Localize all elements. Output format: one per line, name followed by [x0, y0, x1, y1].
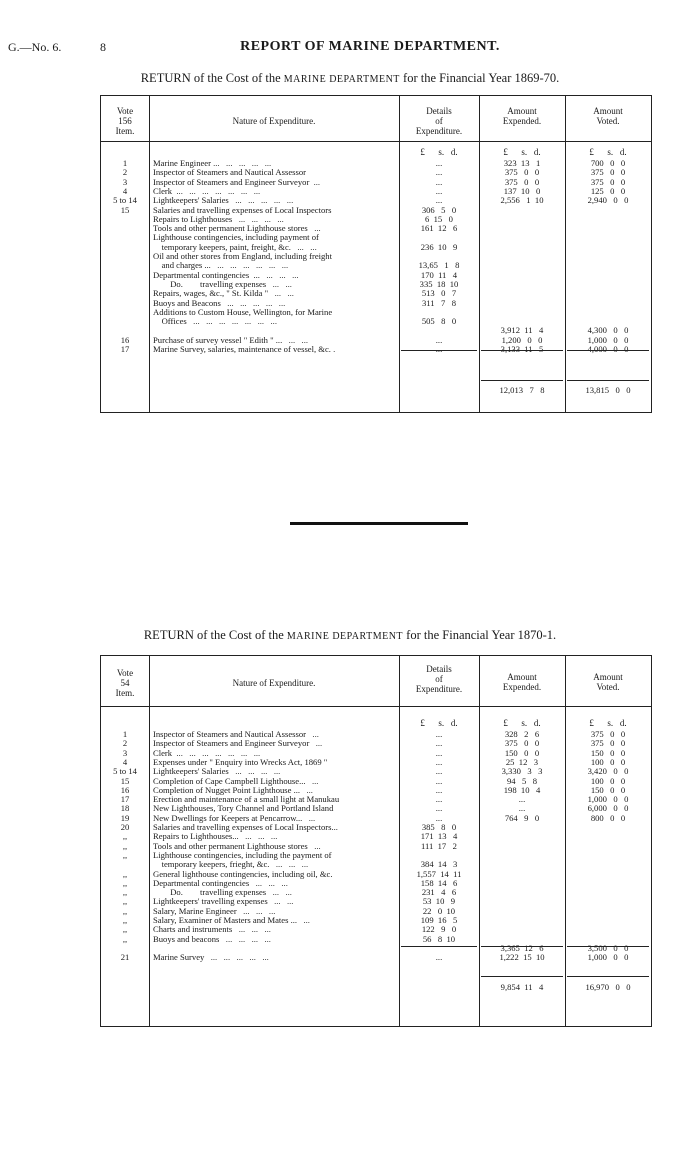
nature-text: Buoys and Beacons	[153, 298, 221, 308]
details-cell: ...	[435, 334, 443, 345]
voted-cell: 4,000 0 0	[587, 344, 629, 354]
nature-text: Buoys and beacons	[153, 934, 220, 944]
details-cell: ...	[435, 176, 443, 187]
vote-cell: 4	[122, 185, 128, 196]
vote-cell: ,,	[122, 896, 128, 907]
leader-dots: ... ... ...	[269, 860, 309, 870]
leader-dots: ...	[305, 776, 319, 786]
total-expended: 9,854 11 4	[500, 982, 544, 992]
nature-cell	[153, 345, 399, 354]
currency-voted: £ s. d.	[589, 718, 627, 728]
vote-cell: ,,	[122, 933, 128, 944]
leader-dots: ... ... ... ... ...	[210, 159, 272, 168]
expended-cell: 25 12 3	[505, 756, 539, 767]
vote-cell: 16	[120, 334, 130, 345]
nature-cell	[153, 187, 399, 196]
vote-cell: 5 to 14	[113, 766, 137, 777]
heading-department: MARINE DEPARTMENT	[286, 631, 404, 642]
nature-text: temporary keepers, paint, freight, &c.	[153, 242, 291, 252]
nature-cell	[153, 851, 399, 860]
details-cell: ...	[435, 738, 443, 749]
col-header-expended: Amount Expended.	[502, 106, 542, 126]
details-cell: ...	[435, 784, 443, 795]
details-cell: 13,65 1 8	[418, 260, 460, 271]
nature-cell	[153, 777, 399, 786]
details-cell: 385 8 0	[421, 822, 457, 832]
voted-cell: 1,000 0 0	[587, 952, 629, 963]
vote-cell: ,,	[122, 831, 128, 842]
vote-cell: 2	[122, 738, 128, 749]
nature-cell	[153, 317, 399, 326]
nature-text: Inspector of Steamers and Nautical Assessor	[153, 168, 306, 178]
vote-cell: ,,	[122, 905, 128, 916]
page-header	[8, 40, 692, 56]
currency-expended: £ s. d.	[503, 147, 541, 157]
leader-dots: ... ... ...	[232, 925, 271, 935]
nature-text: Oil and other stores from England, including freight	[153, 252, 332, 261]
leader-dots: ... ... ... ... ... ...	[210, 261, 289, 271]
voted-cell: 125 0 0	[590, 185, 626, 196]
leader-dots: ... ... ... ... ...	[204, 953, 269, 963]
expenditure-table-1869	[100, 95, 652, 413]
page-number: 8	[100, 40, 106, 54]
leader-dots: ... ...	[282, 335, 308, 345]
nature-text: Additions to Custom House, Wellington, for Marine	[153, 307, 333, 317]
expended-cell: 375 0 0	[504, 167, 540, 178]
expended-cell: ...	[518, 803, 526, 814]
nature-text: Marine Engineer	[153, 159, 211, 168]
nature-text: Salary, Marine Engineer	[153, 906, 237, 916]
leader-dots: ... ... ... ...	[232, 214, 284, 224]
nature-cell	[153, 870, 399, 879]
nature-cell	[153, 243, 399, 252]
vote-cell: 15	[120, 775, 130, 786]
leader-dots: ... ...	[267, 897, 294, 907]
leader-dots: ... ...	[266, 279, 292, 289]
details-cell: 22 0 10	[422, 905, 456, 916]
nature-cell	[153, 196, 399, 205]
nature-cell	[153, 767, 399, 776]
nature-cell	[153, 888, 399, 897]
expenditure-table-1870	[100, 655, 652, 1027]
vote-cell: 2	[122, 167, 128, 178]
heading-suffix: for the Financial Year 1869-70.	[403, 71, 560, 85]
currency-expended: £ s. d.	[503, 718, 541, 728]
leader-dots: ... ...	[266, 888, 292, 898]
leader-dots: ...	[307, 224, 321, 234]
leader-dots: ...	[302, 813, 316, 823]
details-cell: ...	[435, 803, 443, 814]
nature-text: Lightkeepers' Salaries	[153, 767, 229, 777]
expended-cell: 375 0 0	[504, 738, 540, 749]
col-header-vote: Vote 54 Item.	[115, 668, 135, 698]
expended-cell: 764 9 0	[504, 812, 540, 823]
nature-cell	[153, 252, 399, 261]
details-cell: 111 17 2	[421, 840, 457, 851]
details-cell: 236 10 9	[420, 241, 458, 252]
details-cell: ...	[435, 747, 443, 758]
currency-voted: £ s. d.	[589, 147, 627, 157]
details-cell: ...	[435, 766, 443, 777]
vote-cell: 19	[120, 812, 130, 823]
nature-cell	[153, 860, 399, 869]
vote-cell: 3	[122, 176, 128, 187]
expended-cell: 323 13 1	[503, 158, 541, 168]
nature-text: Departmental contingencies	[153, 878, 250, 888]
nature-cell	[153, 224, 399, 233]
nature-cell	[153, 730, 399, 739]
nature-cell	[153, 879, 399, 888]
details-cell: 306 5 0	[421, 204, 457, 215]
nature-text: Purchase of survey vessel " Edith " ...	[153, 335, 283, 345]
vote-cell: ,,	[122, 877, 128, 888]
voted-cell: 375 0 0	[590, 167, 626, 178]
nature-text: Salary, Examiner of Masters and Mates ...	[153, 916, 298, 925]
nature-cell	[153, 336, 399, 345]
vote-cell: 3	[122, 747, 128, 758]
leader-dots: ...	[300, 785, 313, 795]
voted-cell: 100 0 0	[590, 756, 626, 767]
details-cell: ...	[435, 952, 443, 963]
nature-text: Tools and other permanent Lighthouse stores	[153, 224, 308, 234]
leader-dots: ... ... ... ... ... ... ...	[172, 186, 261, 196]
leader-dots: ...	[309, 739, 323, 749]
nature-cell	[153, 206, 399, 215]
leader-dots: ...	[305, 730, 319, 739]
vote-cell: 20	[120, 822, 130, 832]
leader-dots: ... ... ...	[238, 832, 278, 842]
col-header-expended: Amount Expended.	[502, 672, 542, 692]
details-cell: ...	[435, 775, 443, 786]
nature-text: Lighthouse contingencies, including the payment of	[153, 850, 332, 860]
currency-details: £ s. d.	[420, 718, 458, 728]
nature-text: Charts and instruments	[153, 925, 233, 935]
nature-cell	[153, 842, 399, 851]
vote-cell: ,,	[122, 868, 128, 879]
leader-dots: ... ... ... ...	[219, 934, 271, 944]
col-header-nature: Nature of Expenditure.	[232, 116, 316, 126]
nature-text: Completion of Nugget Point Lighthouse ...	[153, 785, 301, 795]
vote-cell: 17	[120, 794, 130, 805]
details-cell: ...	[435, 195, 443, 206]
leader-dots: ...	[309, 177, 321, 187]
voted-cell: 700 0 0	[590, 158, 626, 168]
document-reference: G.—No. 6.	[8, 40, 62, 54]
details-cell: ...	[435, 158, 443, 168]
nature-cell	[153, 758, 399, 767]
leader-dots: ...	[297, 916, 310, 925]
expended-cell: 150 0 0	[504, 747, 540, 758]
vote-cell: ,,	[122, 887, 128, 898]
heading-department: MARINE DEPARTMENT	[283, 74, 400, 85]
nature-text: Inspector of Steamers and Engineer Surveyor	[153, 177, 310, 187]
expended-cell: 3,133 11 5	[500, 344, 544, 354]
leader-dots: .	[330, 345, 336, 354]
leader-dots: ... ... ... ... ...	[228, 196, 294, 206]
nature-text: Departmental contingencies ...	[153, 270, 260, 280]
voted-cell: 375 0 0	[590, 738, 626, 749]
heading-prefix: RETURN of the Cost of the	[143, 628, 284, 642]
vote-cell: 16	[120, 784, 130, 795]
nature-cell	[153, 823, 399, 832]
nature-text: temporary keepers, frieght, &c.	[153, 860, 270, 870]
nature-cell	[153, 953, 399, 962]
total-voted: 13,815 0 0	[585, 385, 631, 395]
nature-cell	[153, 739, 399, 748]
vote-cell: 1	[122, 158, 128, 168]
nature-text: Repairs, wages, &c., " St. Kilda "	[153, 289, 269, 299]
details-cell: 335 18 10	[419, 278, 459, 289]
voted-cell: 375 0 0	[590, 176, 626, 187]
nature-text: Do. travelling expenses	[153, 888, 267, 898]
nature-cell	[153, 233, 399, 242]
expended-cell: 375 0 0	[504, 176, 540, 187]
details-cell: 311 7 8	[421, 297, 457, 308]
nature-text: Inspector of Steamers and Nautical Assessor	[153, 730, 306, 739]
vote-cell: ,,	[122, 840, 128, 851]
total-expended: 12,013 7 8	[499, 385, 545, 395]
section-divider	[290, 522, 468, 525]
details-cell: 384 14 3	[420, 859, 458, 870]
nature-cell	[153, 308, 399, 317]
vote-cell: ,,	[122, 915, 128, 925]
vote-cell: ,,	[122, 924, 128, 935]
nature-text: Clerk	[153, 748, 173, 758]
nature-text: Marine Survey, salaries, maintenance of vessel, &c.	[153, 345, 331, 354]
nature-text: and charges ...	[153, 261, 211, 271]
details-cell: 1,557 14 11	[416, 868, 462, 879]
vote-cell: 15	[120, 204, 130, 215]
vote-cell: 5 to 14	[113, 195, 137, 206]
nature-cell	[153, 178, 399, 187]
table-1870-heading	[0, 628, 700, 643]
vote-cell: 4	[122, 756, 128, 767]
leader-dots: ... ... ...	[249, 878, 288, 888]
expended-cell: 1,200 0 0	[501, 334, 543, 345]
nature-text: Lighthouse contingencies, including payment of	[153, 233, 319, 243]
heading-suffix: for the Financial Year 1870-1.	[406, 628, 557, 642]
expended-cell: 328 2 6	[504, 729, 540, 739]
leader-dots: ... ... ... ... ... ... ...	[186, 317, 277, 327]
nature-cell	[153, 289, 399, 298]
voted-cell: 6,000 0 0	[587, 803, 629, 814]
currency-details: £ s. d.	[420, 147, 458, 157]
nature-cell	[153, 935, 399, 944]
leader-dots: ... ... ...	[259, 270, 299, 280]
nature-cell	[153, 168, 399, 177]
heading-prefix: RETURN of the Cost of the	[140, 71, 281, 85]
nature-text: Do. travelling expenses	[153, 279, 267, 289]
voted-cell: 150 0 0	[590, 747, 626, 758]
expended-cell: 3,912 11 4	[500, 325, 544, 336]
col-header-voted: Amount Voted.	[593, 106, 623, 126]
details-cell: 505 8 0	[421, 316, 457, 327]
col-header-voted: Amount Voted.	[593, 672, 623, 692]
nature-text: Offices	[153, 317, 187, 327]
leader-dots: ... ... ... ...	[228, 767, 281, 777]
expended-cell: 137 10 0	[503, 185, 541, 196]
voted-cell: 100 0 0	[590, 775, 626, 786]
details-cell: 6 15 0	[425, 213, 453, 224]
nature-cell	[153, 916, 399, 925]
nature-text: Inspector of Steamers and Engineer Surveyor	[153, 739, 310, 749]
leader-dots: ...	[307, 841, 321, 851]
voted-cell: 1,000 0 0	[587, 334, 629, 345]
expended-cell: 3,365 12 6	[500, 942, 544, 953]
nature-cell	[153, 299, 399, 308]
details-cell: ...	[435, 729, 443, 739]
page-title: REPORT OF MARINE DEPARTMENT.	[240, 39, 500, 54]
nature-cell	[153, 215, 399, 224]
leader-dots: ... ...	[268, 289, 294, 299]
details-cell: ...	[435, 167, 443, 178]
col-header-details: Details of Expenditure.	[415, 664, 463, 694]
vote-cell: ,,	[122, 849, 128, 860]
nature-cell	[153, 271, 399, 280]
nature-cell	[153, 907, 399, 916]
col-header-nature: Nature of Expenditure.	[232, 678, 316, 688]
details-cell: ...	[435, 794, 443, 805]
nature-text: Lightkeepers' travelling expenses	[153, 897, 268, 907]
voted-cell: 3,420 0 0	[587, 766, 629, 777]
details-cell: 53 10 9	[422, 896, 456, 907]
nature-text: Clerk	[153, 186, 173, 196]
details-cell: ...	[435, 344, 443, 354]
expended-cell: 1,222 15 10	[499, 952, 545, 963]
voted-cell: 375 0 0	[590, 729, 626, 739]
details-cell: 56 8 10	[422, 933, 456, 944]
nature-cell	[153, 925, 399, 934]
nature-cell	[153, 280, 399, 289]
expended-cell: 198 10 4	[503, 784, 541, 795]
nature-text: Erection and maintenance of a small light at Manukau	[153, 795, 340, 805]
vote-cell: 17	[120, 344, 130, 354]
nature-text: Marine Survey	[153, 953, 205, 963]
nature-text: New Dwellings for Keepers at Pencarrow...	[153, 813, 303, 823]
table-1869-heading	[0, 71, 700, 86]
details-cell: 122 9 0	[421, 924, 457, 935]
expended-cell: 94 5 8	[506, 775, 538, 786]
voted-cell: 4,300 0 0	[587, 325, 629, 336]
nature-text: Expenses under " Enquiry into Wrecks Act, 1869 "	[153, 757, 328, 767]
nature-text: Salaries and travelling expenses of Local Inspectors...	[153, 823, 338, 832]
leader-dots: ... ... ... ... ... ... ...	[172, 748, 261, 758]
leader-dots: ... ... ...	[236, 906, 276, 916]
nature-text: Repairs to Lighthouses...	[153, 832, 239, 842]
vote-cell: 21	[120, 952, 130, 963]
voted-cell: 3,500 0 0	[587, 942, 629, 953]
details-cell: ...	[435, 756, 443, 767]
expended-cell: 3,330 3 3	[501, 766, 543, 777]
col-header-vote: Vote 156 Item.	[115, 106, 135, 136]
voted-cell: 2,940 0 0	[587, 195, 629, 206]
details-cell: ...	[435, 812, 443, 823]
voted-cell: 800 0 0	[590, 812, 626, 823]
nature-text: Completion of Cape Campbell Lighthouse...	[153, 776, 306, 786]
nature-text: New Lighthouses, Tory Channel and Portland Island	[153, 804, 334, 814]
nature-cell	[153, 795, 399, 804]
total-voted: 16,970 0 0	[585, 982, 631, 992]
details-cell: 158 14 6	[420, 877, 458, 888]
nature-text: Repairs to Lighthouses	[153, 214, 233, 224]
nature-cell	[153, 897, 399, 906]
details-cell: 231 4 6	[421, 887, 457, 898]
nature-cell	[153, 749, 399, 758]
vote-cell: 18	[120, 803, 130, 814]
details-cell: 171 13 4	[420, 831, 458, 842]
nature-text: Tools and other permanent Lighthouse stores	[153, 841, 308, 851]
expended-cell: 2,556 1 10	[500, 195, 544, 206]
nature-text: General lighthouse contingencies, including oil, &c.	[153, 869, 333, 879]
details-cell: 161 12 6	[420, 223, 458, 234]
details-cell: ...	[435, 185, 443, 196]
details-cell: 109 16 5	[420, 915, 458, 925]
nature-cell	[153, 804, 399, 813]
nature-cell	[153, 786, 399, 795]
nature-cell	[153, 159, 399, 168]
nature-cell	[153, 832, 399, 841]
details-cell: 170 11 4	[420, 269, 458, 280]
leader-dots: ... ... ... ... ...	[220, 298, 286, 308]
nature-cell	[153, 814, 399, 823]
nature-cell	[153, 261, 399, 270]
nature-text: Salaries and travelling expenses of Local Inspectors	[153, 205, 332, 215]
nature-text: Lightkeepers' Salaries	[153, 196, 229, 206]
voted-cell: 1,000 0 0	[587, 794, 629, 805]
details-cell: 513 0 7	[421, 288, 457, 299]
voted-cell: 150 0 0	[590, 784, 626, 795]
leader-dots: ... ...	[290, 242, 317, 252]
vote-cell: 1	[122, 729, 128, 739]
expended-cell: ...	[518, 794, 526, 805]
col-header-details: Details of Expenditure.	[415, 106, 463, 136]
